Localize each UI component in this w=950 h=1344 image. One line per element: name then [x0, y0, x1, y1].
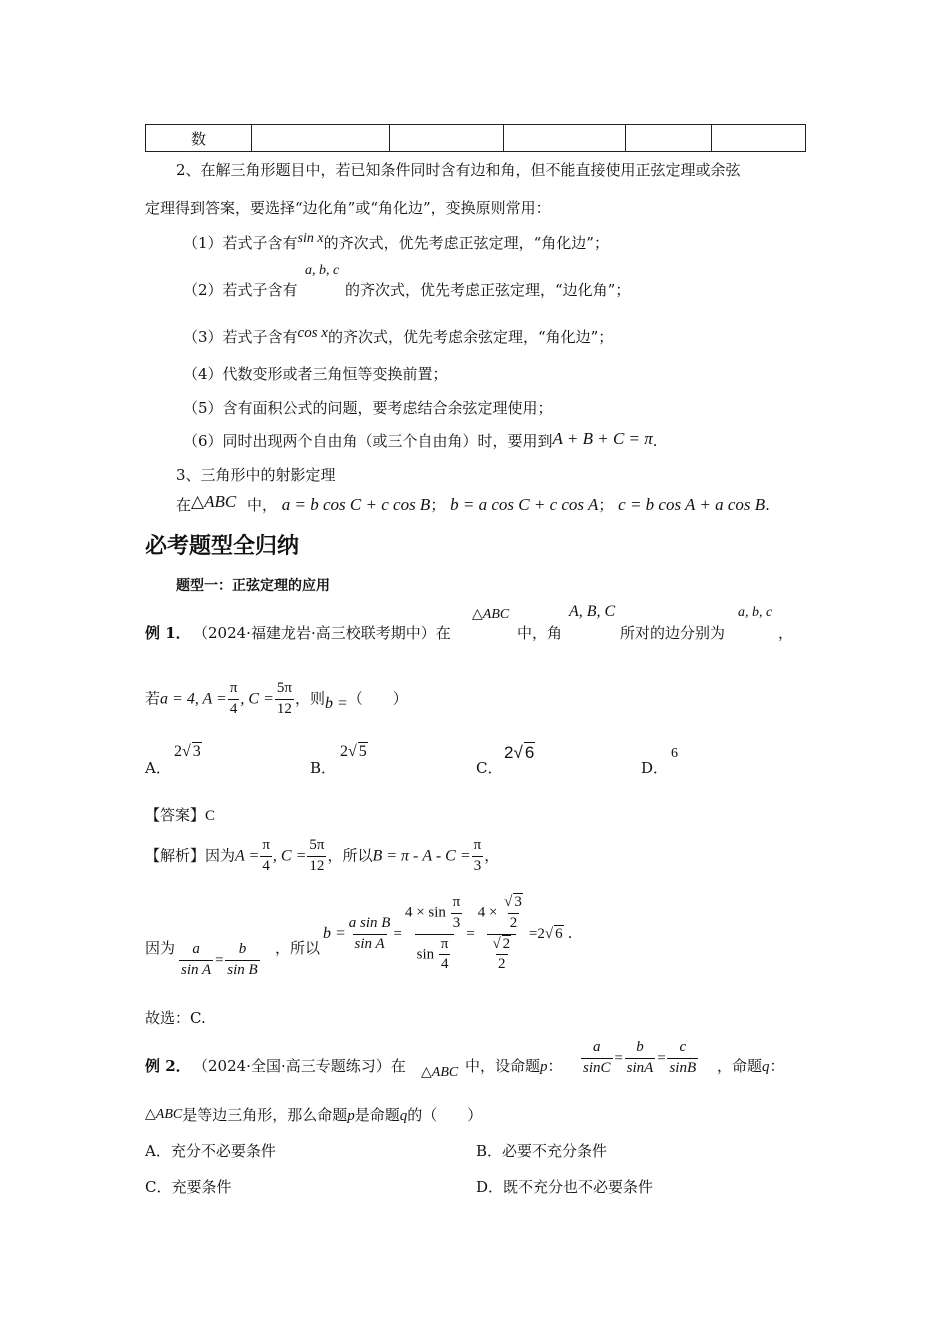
example1-sides: a, b, c	[738, 605, 773, 620]
rule-2-suffix: 的齐次式，优先考虑正弦定理，“边化角”；	[345, 281, 631, 299]
previous-table-row	[145, 124, 806, 152]
example1-angles: A, B, C	[569, 603, 616, 620]
option-a-value[interactable]: 2√ 3	[174, 743, 201, 760]
section-heading: 必考题型全归纳	[145, 534, 300, 559]
example2-line2: △ABC是等边三角形，那么命题p是命题q的（ ）	[145, 1106, 483, 1124]
table-cell: 数	[146, 125, 252, 152]
example1-label: 例 1．	[145, 624, 191, 642]
example2-source: （2024·全国·高三专题练习）在	[193, 1057, 406, 1075]
example1-ratio: $\frac{a}{\text{sin A}}$ = $\frac{b}{\text{sin B}}$	[181, 941, 258, 978]
option-a-key[interactable]: A．	[145, 759, 171, 777]
projection-theorem: 在△ABC 中， a = b cos C + c cos B； b = a cos C + c cos A； c = b cos A + a cos B.	[176, 492, 770, 514]
option-b-value[interactable]: 2√ 5	[340, 743, 367, 760]
rule-2-formula: a, b, c	[305, 263, 340, 278]
table-cell	[504, 125, 626, 152]
example1-because2: 因为	[145, 939, 176, 957]
rule-3: （3）若式子含有cos x的齐次式，优先考虑余弦定理，“角化边”；	[183, 325, 614, 346]
section3-title: 3、三角形中的射影定理	[176, 466, 336, 484]
rule-4: （4）代数变形或者三角恒等变换前置；	[183, 365, 448, 383]
example2-label: 例 2．	[145, 1057, 191, 1075]
rule-5: （5）含有面积公式的问题，要考虑结合余弦定理使用；	[183, 399, 553, 417]
example2-option-b[interactable]: B．必要不充分条件	[476, 1142, 608, 1160]
example2-option-d[interactable]: D．既不充分也不必要条件	[476, 1178, 654, 1196]
example2-mid: 中，设命题p：	[465, 1057, 563, 1075]
example1-comma: ，	[778, 624, 794, 642]
example1-triangle: △ABC	[472, 607, 510, 622]
rule-6: （6）同时出现两个自由角（或三个自由角）时，要用到A + B + C = π.	[183, 429, 658, 450]
example2-option-c[interactable]: C．充要条件	[145, 1178, 232, 1196]
table-cell	[390, 125, 504, 152]
example2-option-a[interactable]: A．充分不必要条件	[145, 1142, 276, 1160]
option-d-value[interactable]: 6	[671, 746, 678, 761]
option-c-value[interactable]: 2√ 6	[504, 743, 535, 762]
rule-1: （1）若式子含有sin x的齐次式，优先考虑正弦定理，“角化边”；	[183, 231, 609, 252]
example1-source: （2024·福建龙岩·高三校联考期中）在	[193, 624, 451, 642]
example1-so2: ，所以	[275, 939, 321, 957]
example1-mid: 中，角	[517, 624, 563, 642]
option-d-key[interactable]: D．	[641, 759, 669, 777]
proposition-p-formula: $\frac{a}{\sin C}$ = $\frac{b}{\sin A}$ = $\frac{c}{\sin B}$	[583, 1039, 697, 1076]
example2-mid2: ，命题q：	[717, 1057, 785, 1075]
example1-answer: 【答案】C	[145, 806, 216, 824]
table-cell	[712, 125, 806, 152]
option-c-key[interactable]: C．	[476, 759, 503, 777]
question-type-title: 题型一：正弦定理的应用	[176, 577, 330, 593]
example1-mid2: 所对的边分别为	[620, 624, 726, 642]
rule-2-prefix: （2）若式子含有	[183, 281, 298, 299]
table-cell	[626, 125, 712, 152]
example1-condition: 若a = 4, A = $\frac{\pi}{4}$ , C = $\frac{5\pi}{12}$ ，则b =（ ）	[145, 680, 408, 717]
option-b-key[interactable]: B．	[310, 759, 337, 777]
table-cell	[252, 125, 390, 152]
example2-triangle: △ABC	[421, 1065, 459, 1080]
section2-intro-line1: 2、在解三角形题目中，若已知条件同时含有边和角，但不能直接使用正弦定理或余弦	[176, 161, 741, 179]
example1-conclusion: 故选：C.	[145, 1009, 206, 1027]
section2-intro-line2: 定理得到答案，要选择“边化角”或“角化边”，变换原则常用：	[145, 199, 551, 217]
example1-computation: b = $\frac{\text{a sin B}}{\text{sin A}}$ = 4 × sin $\frac{\pi}{3}$ sin $\frac{\pi}{4}$ = 4 × $\frac{√ 3}{2}$ $\frac{√ 2}{2}$ =2√ 6 .	[323, 894, 573, 973]
example1-analysis-line1: 【解析】因为A = $\frac{\pi}{4}$ , C = $\frac{5\pi}{12}$ ，所以B = π - A - C = $\frac{\pi}{3}$ ，	[145, 837, 500, 874]
